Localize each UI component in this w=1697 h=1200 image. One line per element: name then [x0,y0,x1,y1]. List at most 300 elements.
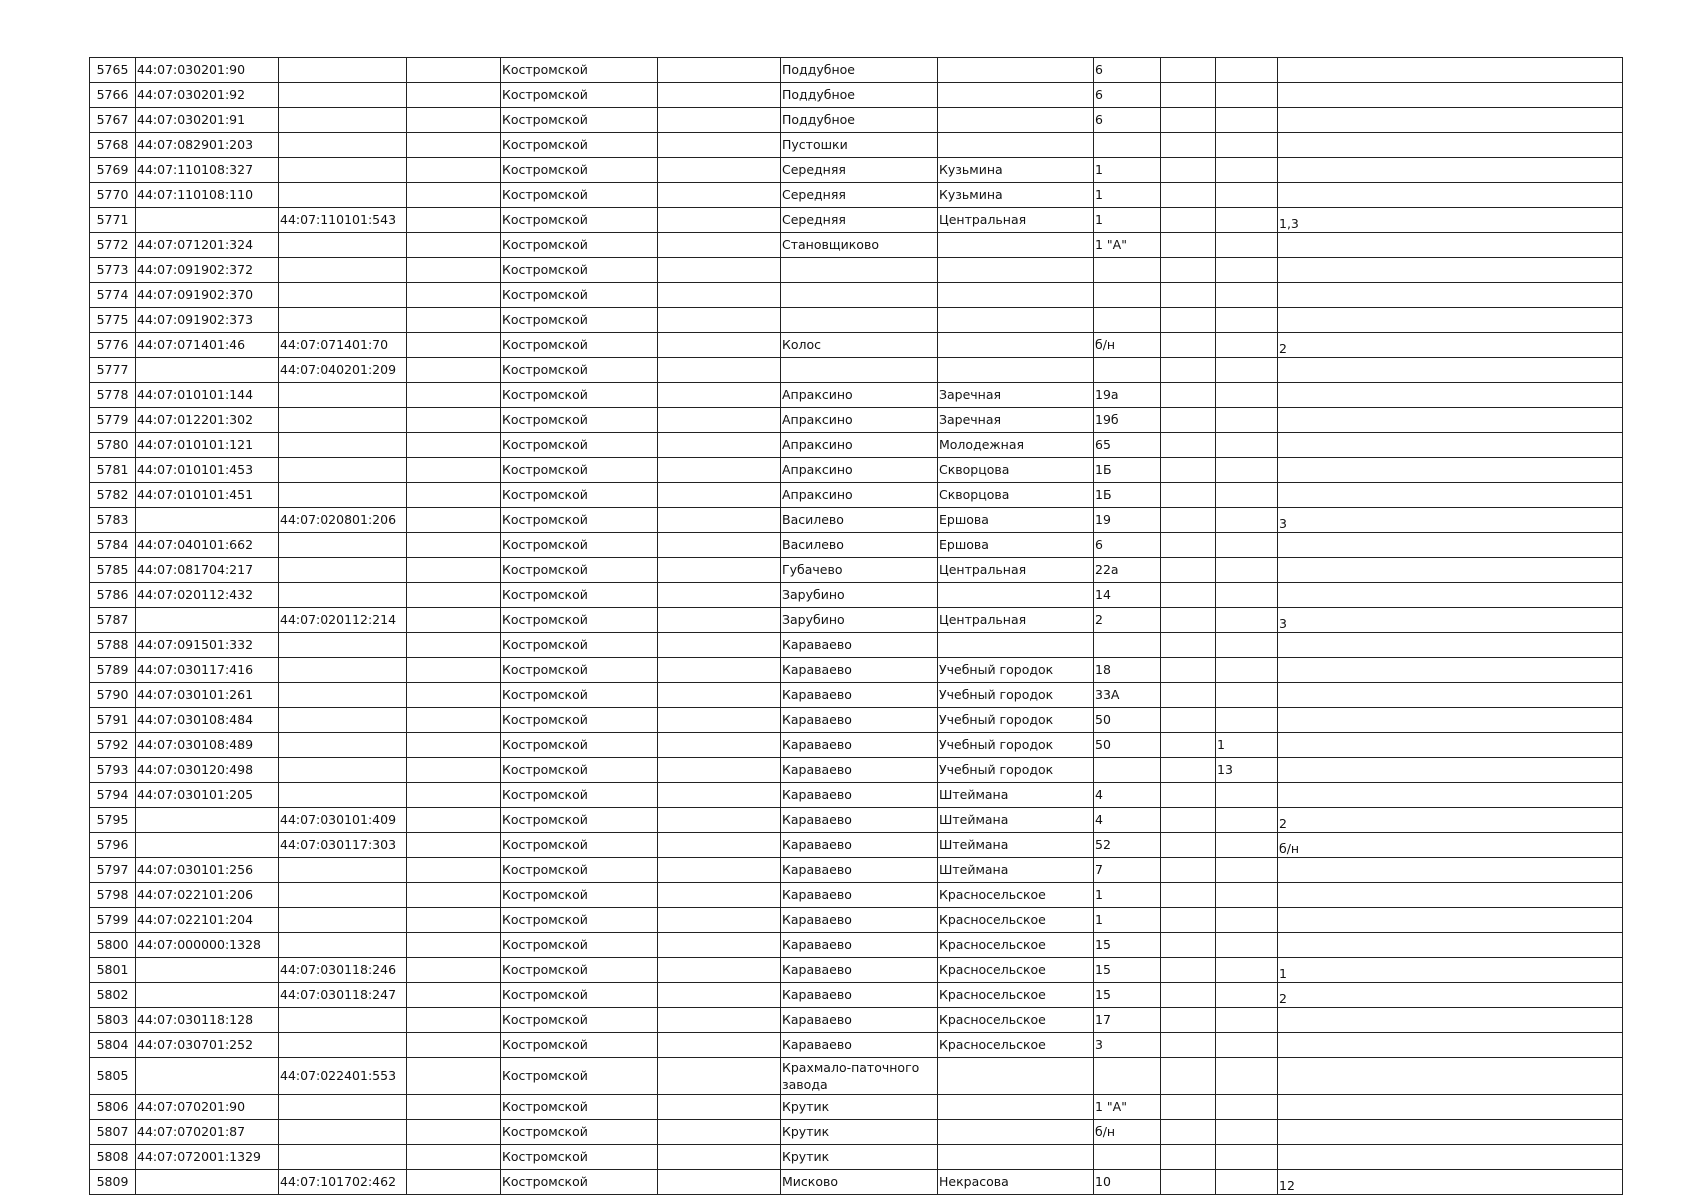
building-number-cell [1216,583,1278,608]
apartment-number-cell: 1,3 [1278,208,1623,233]
empty-cell [407,983,501,1008]
district-cell: Костромской [501,308,658,333]
street-cell [938,133,1094,158]
empty-cell [1161,1058,1216,1095]
parent-cadastral-number-cell: 44:07:040201:209 [279,358,407,383]
locality-cell: Крутик [781,1120,938,1145]
house-number-cell: 1 [1094,908,1161,933]
apartment-number-cell: 3 [1278,608,1623,633]
locality-cell: Середняя [781,183,938,208]
parent-cadastral-number-cell: 44:07:020112:214 [279,608,407,633]
row-number-cell: 5786 [90,583,136,608]
building-number-cell [1216,1145,1278,1170]
empty-cell [407,133,501,158]
district-cell: Костромской [501,558,658,583]
empty-cell [658,708,781,733]
empty-cell [1161,958,1216,983]
district-cell: Костромской [501,408,658,433]
building-number-cell [1216,883,1278,908]
parent-cadastral-number-cell [279,1120,407,1145]
row-number-cell: 5793 [90,758,136,783]
empty-cell [658,333,781,358]
house-number-cell: 4 [1094,783,1161,808]
empty-cell [658,983,781,1008]
parent-cadastral-number-cell [279,908,407,933]
apartment-number-cell: 3 [1278,508,1623,533]
house-number-cell: 18 [1094,658,1161,683]
locality-cell: Зарубино [781,608,938,633]
cadastral-number-cell: 44:07:030108:484 [136,708,279,733]
row-number-cell: 5807 [90,1120,136,1145]
apartment-number-cell [1278,858,1623,883]
row-number-cell: 5779 [90,408,136,433]
house-number-cell: 19а [1094,383,1161,408]
district-cell: Костромской [501,358,658,383]
street-cell [938,308,1094,333]
cadastral-number-cell [136,608,279,633]
street-cell [938,58,1094,83]
cadastral-number-cell [136,958,279,983]
district-cell: Костромской [501,233,658,258]
street-cell [938,1145,1094,1170]
row-number-cell: 5780 [90,433,136,458]
cadastral-number-cell: 44:07:020112:432 [136,583,279,608]
building-number-cell [1216,283,1278,308]
street-cell: Кузьмина [938,183,1094,208]
locality-cell: Василево [781,508,938,533]
table-row [90,583,1623,608]
row-number-cell: 5770 [90,183,136,208]
cadastral-number-cell: 44:07:030101:256 [136,858,279,883]
empty-cell [407,483,501,508]
street-cell: Центральная [938,208,1094,233]
table-row [90,333,1623,358]
locality-cell [781,308,938,333]
apartment-number-cell [1278,83,1623,108]
empty-cell [658,583,781,608]
empty-cell [1161,458,1216,483]
building-number-cell [1216,1058,1278,1095]
row-number-cell: 5808 [90,1145,136,1170]
table-row [90,483,1623,508]
empty-cell [658,908,781,933]
row-number-cell: 5804 [90,1033,136,1058]
empty-cell [1161,408,1216,433]
building-number-cell [1216,383,1278,408]
district-cell: Костромской [501,283,658,308]
parent-cadastral-number-cell [279,483,407,508]
empty-cell [658,633,781,658]
cadastral-number-cell: 44:07:000000:1328 [136,933,279,958]
district-cell: Костромской [501,958,658,983]
locality-cell: Середняя [781,158,938,183]
empty-cell [407,1033,501,1058]
house-number-cell: 10 [1094,1170,1161,1195]
district-cell: Костромской [501,1033,658,1058]
apartment-number-cell: 2 [1278,333,1623,358]
building-number-cell [1216,308,1278,333]
parent-cadastral-number-cell [279,108,407,133]
cadastral-number-cell: 44:07:081704:217 [136,558,279,583]
street-cell: Красносельское [938,883,1094,908]
cadastral-number-cell: 44:07:082901:203 [136,133,279,158]
building-number-cell [1216,133,1278,158]
street-cell: Красносельское [938,933,1094,958]
house-number-cell [1094,283,1161,308]
house-number-cell: 7 [1094,858,1161,883]
empty-cell [407,408,501,433]
parent-cadastral-number-cell [279,708,407,733]
empty-cell [1161,783,1216,808]
empty-cell [1161,708,1216,733]
empty-cell [1161,533,1216,558]
table-row [90,658,1623,683]
house-number-cell: 17 [1094,1008,1161,1033]
empty-cell [407,908,501,933]
empty-cell [658,783,781,808]
empty-cell [1161,583,1216,608]
parent-cadastral-number-cell [279,1145,407,1170]
apartment-number-cell [1278,558,1623,583]
apartment-number-cell [1278,1033,1623,1058]
locality-cell: Колос [781,333,938,358]
locality-cell [781,283,938,308]
empty-cell [1161,1033,1216,1058]
empty-cell [658,383,781,408]
table-row [90,683,1623,708]
empty-cell [407,1058,501,1095]
locality-cell: Караваево [781,1008,938,1033]
district-cell: Костромской [501,783,658,808]
empty-cell [658,433,781,458]
house-number-cell [1094,258,1161,283]
empty-cell [658,458,781,483]
empty-cell [1161,1120,1216,1145]
street-cell: Кузьмина [938,158,1094,183]
table-row [90,608,1623,633]
empty-cell [407,233,501,258]
cadastral-number-cell: 44:07:091902:370 [136,283,279,308]
locality-cell: Караваево [781,808,938,833]
empty-cell [658,508,781,533]
building-number-cell: 1 [1216,733,1278,758]
apartment-number-cell [1278,658,1623,683]
parent-cadastral-number-cell [279,433,407,458]
empty-cell [658,758,781,783]
apartment-number-cell [1278,533,1623,558]
building-number-cell [1216,633,1278,658]
table-row [90,433,1623,458]
building-number-cell [1216,833,1278,858]
empty-cell [407,658,501,683]
apartment-number-cell [1278,908,1623,933]
empty-cell [407,108,501,133]
empty-cell [1161,233,1216,258]
parent-cadastral-number-cell: 44:07:030101:409 [279,808,407,833]
street-cell [938,358,1094,383]
apartment-number-cell [1278,758,1623,783]
row-number-cell: 5806 [90,1095,136,1120]
district-cell: Костромской [501,583,658,608]
empty-cell [1161,508,1216,533]
empty-cell [658,533,781,558]
table-row [90,983,1623,1008]
street-cell: Учебный городок [938,683,1094,708]
building-number-cell [1216,1008,1278,1033]
cadastral-number-cell: 44:07:071201:324 [136,233,279,258]
building-number-cell [1216,858,1278,883]
parent-cadastral-number-cell: 44:07:030117:303 [279,833,407,858]
district-cell: Костромской [501,983,658,1008]
building-number-cell [1216,533,1278,558]
street-cell: Некрасова [938,1170,1094,1195]
row-number-cell: 5803 [90,1008,136,1033]
house-number-cell: 50 [1094,733,1161,758]
apartment-number-cell [1278,883,1623,908]
parent-cadastral-number-cell [279,158,407,183]
building-number-cell [1216,708,1278,733]
cadastral-number-cell: 44:07:070201:87 [136,1120,279,1145]
empty-cell [658,683,781,708]
empty-cell [658,1095,781,1120]
empty-cell [407,533,501,558]
district-cell: Костромской [501,433,658,458]
row-number-cell: 5805 [90,1058,136,1095]
locality-cell: Караваево [781,708,938,733]
cadastral-number-cell: 44:07:091501:332 [136,633,279,658]
empty-cell [658,808,781,833]
locality-cell: Караваево [781,733,938,758]
apartment-number-cell [1278,708,1623,733]
building-number-cell [1216,933,1278,958]
street-cell: Штеймана [938,783,1094,808]
row-number-cell: 5801 [90,958,136,983]
house-number-cell: 2 [1094,608,1161,633]
house-number-cell: б/н [1094,333,1161,358]
parent-cadastral-number-cell: 44:07:110101:543 [279,208,407,233]
empty-cell [407,608,501,633]
row-number-cell: 5787 [90,608,136,633]
table-row [90,733,1623,758]
cadastral-number-cell [136,208,279,233]
street-cell: Штеймана [938,833,1094,858]
apartment-number-cell [1278,633,1623,658]
street-cell: Скворцова [938,458,1094,483]
empty-cell [407,283,501,308]
empty-cell [1161,483,1216,508]
district-cell: Костромской [501,1170,658,1195]
table-row [90,108,1623,133]
parent-cadastral-number-cell [279,383,407,408]
row-number-cell: 5773 [90,258,136,283]
empty-cell [1161,208,1216,233]
street-cell: Молодежная [938,433,1094,458]
district-cell: Костромской [501,833,658,858]
empty-cell [1161,58,1216,83]
house-number-cell [1094,633,1161,658]
cadastral-number-cell [136,833,279,858]
empty-cell [1161,433,1216,458]
locality-cell: Караваево [781,983,938,1008]
row-number-cell: 5776 [90,333,136,358]
building-number-cell [1216,83,1278,108]
empty-cell [658,958,781,983]
apartment-number-cell [1278,408,1623,433]
street-cell [938,233,1094,258]
cadastral-number-cell: 44:07:110108:110 [136,183,279,208]
empty-cell [1161,858,1216,883]
table-row [90,358,1623,383]
table-row [90,283,1623,308]
building-number-cell [1216,683,1278,708]
empty-cell [1161,183,1216,208]
house-number-cell: 1 [1094,208,1161,233]
table-row [90,383,1623,408]
street-cell: Учебный городок [938,758,1094,783]
district-cell: Костромской [501,1008,658,1033]
cadastral-number-cell: 44:07:030201:92 [136,83,279,108]
apartment-number-cell [1278,358,1623,383]
parent-cadastral-number-cell [279,408,407,433]
building-number-cell [1216,783,1278,808]
empty-cell [407,433,501,458]
building-number-cell [1216,408,1278,433]
row-number-cell: 5766 [90,83,136,108]
table-row [90,1170,1623,1195]
building-number-cell [1216,358,1278,383]
table-row [90,1033,1623,1058]
district-cell: Костромской [501,1058,658,1095]
district-cell: Костромской [501,458,658,483]
street-cell [938,108,1094,133]
house-number-cell: 19 [1094,508,1161,533]
building-number-cell [1216,258,1278,283]
empty-cell [1161,933,1216,958]
empty-cell [658,733,781,758]
row-number-cell: 5782 [90,483,136,508]
empty-cell [1161,833,1216,858]
locality-cell: Караваево [781,633,938,658]
row-number-cell: 5798 [90,883,136,908]
parent-cadastral-number-cell: 44:07:101702:462 [279,1170,407,1195]
empty-cell [407,1170,501,1195]
apartment-number-cell: 2 [1278,983,1623,1008]
house-number-cell: 52 [1094,833,1161,858]
locality-cell: Мисково [781,1170,938,1195]
empty-cell [1161,83,1216,108]
row-number-cell: 5767 [90,108,136,133]
street-cell [938,258,1094,283]
apartment-number-cell: 12 [1278,1170,1623,1195]
empty-cell [1161,283,1216,308]
empty-cell [1161,558,1216,583]
house-number-cell: 19б [1094,408,1161,433]
house-number-cell: 1 [1094,883,1161,908]
parent-cadastral-number-cell [279,83,407,108]
district-cell: Костромской [501,658,658,683]
apartment-number-cell [1278,58,1623,83]
building-number-cell [1216,608,1278,633]
apartment-number-cell [1278,283,1623,308]
apartment-number-cell [1278,108,1623,133]
empty-cell [658,233,781,258]
parent-cadastral-number-cell [279,258,407,283]
empty-cell [658,258,781,283]
locality-cell: Крахмало-паточного завода [781,1058,938,1095]
parent-cadastral-number-cell [279,58,407,83]
locality-cell: Караваево [781,858,938,883]
building-number-cell [1216,483,1278,508]
street-cell [938,583,1094,608]
cadastral-number-cell: 44:07:030201:91 [136,108,279,133]
empty-cell [1161,758,1216,783]
street-cell: Красносельское [938,983,1094,1008]
table-row [90,958,1623,983]
building-number-cell [1216,108,1278,133]
table-row [90,1008,1623,1033]
house-number-cell: 33А [1094,683,1161,708]
locality-cell: Караваево [781,783,938,808]
district-cell: Костромской [501,258,658,283]
parent-cadastral-number-cell [279,1008,407,1033]
parent-cadastral-number-cell: 44:07:020801:206 [279,508,407,533]
table-row [90,633,1623,658]
row-number-cell: 5769 [90,158,136,183]
parent-cadastral-number-cell: 44:07:071401:70 [279,333,407,358]
table-row [90,783,1623,808]
empty-cell [407,758,501,783]
table-row [90,1058,1623,1095]
empty-cell [407,683,501,708]
row-number-cell: 5800 [90,933,136,958]
table-row [90,158,1623,183]
street-cell: Заречная [938,383,1094,408]
district-cell: Костромской [501,758,658,783]
apartment-number-cell [1278,183,1623,208]
district-cell: Костромской [501,683,658,708]
empty-cell [658,1008,781,1033]
empty-cell [1161,908,1216,933]
table-row [90,408,1623,433]
row-number-cell: 5775 [90,308,136,333]
cadastral-number-cell: 44:07:022101:204 [136,908,279,933]
empty-cell [407,158,501,183]
locality-cell: Апраксино [781,483,938,508]
locality-cell [781,358,938,383]
district-cell: Костромской [501,858,658,883]
locality-cell: Крутик [781,1095,938,1120]
cadastral-number-cell: 44:07:091902:372 [136,258,279,283]
locality-cell: Становщиково [781,233,938,258]
district-cell: Костромской [501,908,658,933]
street-cell: Центральная [938,608,1094,633]
empty-cell [658,108,781,133]
empty-cell [407,558,501,583]
locality-cell: Пустошки [781,133,938,158]
table-row [90,883,1623,908]
district-cell: Костромской [501,633,658,658]
table-row [90,1095,1623,1120]
building-number-cell [1216,433,1278,458]
building-number-cell [1216,1120,1278,1145]
empty-cell [407,1008,501,1033]
district-cell: Костромской [501,108,658,133]
table-row [90,908,1623,933]
row-number-cell: 5795 [90,808,136,833]
table-row [90,258,1623,283]
table-row [90,208,1623,233]
building-number-cell [1216,183,1278,208]
